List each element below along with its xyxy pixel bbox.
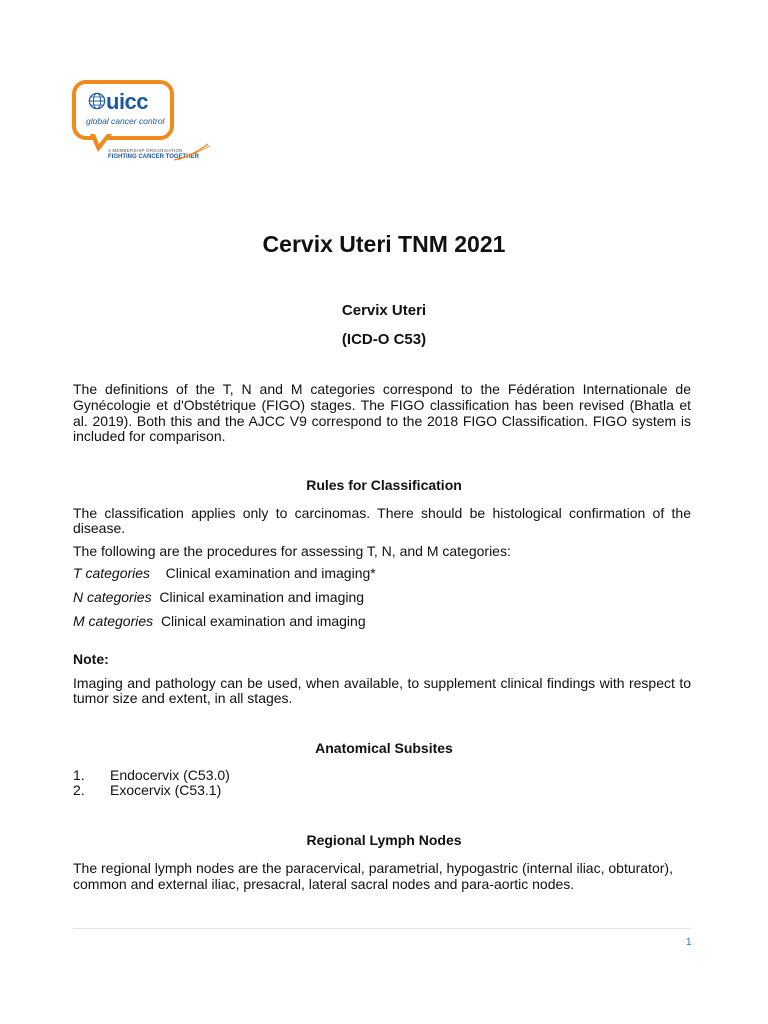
rules-text-line: disease.: [73, 520, 126, 536]
procedure-method: Clinical examination and imaging*: [165, 565, 376, 581]
list-number: 1.: [73, 767, 85, 783]
note-text-line: tumor size and extent, in all stages.: [73, 690, 293, 706]
lymph-heading: Regional Lymph Nodes: [306, 832, 462, 848]
procedure-method: Clinical examination and imaging: [160, 613, 366, 629]
logo-member-text: A MEMBERSHIP ORGANISATION: [108, 148, 183, 153]
logo-tagline: global cancer control: [86, 116, 165, 126]
logo-swoosh-icon: [172, 142, 212, 162]
procedure-row: [73, 565, 376, 581]
procedure-category: M categories: [73, 613, 154, 629]
intro-line: Gynécologie et d'Obstétrique (FIGO) stages. The FIGO classification has been revised (Bhatla et: [73, 397, 691, 413]
procedure-method: Clinical examination and imaging: [159, 589, 365, 605]
note-text-line: Imaging and pathology can be used, when available, to supplement clinical findings with respect to: [73, 675, 691, 691]
note-label: Note:: [73, 651, 109, 667]
list-number: 2.: [73, 782, 85, 798]
lymph-text-line: The regional lymph nodes are the paracervical, parametrial, hypogastric (internal iliac, obturator),: [73, 860, 673, 876]
procedure-category: N categories: [73, 589, 152, 605]
procedures-intro: The following are the procedures for assessing T, N, and M categories:: [73, 543, 511, 559]
page-number: 1: [686, 937, 692, 948]
logo-brand-text: uicc: [106, 89, 149, 114]
page-subtitle: Cervix Uteri: [341, 302, 427, 319]
page-title: Cervix Uteri TNM 2021: [262, 231, 506, 257]
list-text: Exocervix (C53.1): [110, 782, 222, 798]
footer-divider: [73, 928, 691, 929]
list-item: [73, 782, 221, 798]
lymph-text-line: common and external iliac, presacral, lateral sacral nodes and para-aortic nodes.: [73, 876, 575, 892]
intro-line: al. 2019). Both this and the AJCC V9 correspond to the 2018 FIGO Classification. FIGO system is: [73, 413, 691, 429]
procedure-row: [73, 613, 366, 629]
list-item: [73, 767, 230, 783]
rules-heading: Rules for Classification: [306, 477, 462, 493]
icd-code: (ICD-O C53): [341, 331, 427, 348]
logo-fighting-text: FIGHTING CANCER TOGETHER: [108, 154, 199, 160]
uicc-logo: [72, 80, 212, 170]
list-text: Endocervix (C53.0): [110, 767, 230, 783]
rules-text-line: The classification applies only to carcinomas. There should be histological confirmation of the: [73, 505, 691, 521]
procedure-category: T categories: [73, 565, 151, 581]
intro-line: The definitions of the T, N and M categories correspond to the Fédération Internationale de: [73, 381, 691, 397]
intro-line: included for comparison.: [73, 428, 226, 444]
subsites-heading: Anatomical Subsites: [315, 740, 453, 756]
procedure-row: [73, 589, 364, 605]
globe-icon: [88, 92, 106, 110]
